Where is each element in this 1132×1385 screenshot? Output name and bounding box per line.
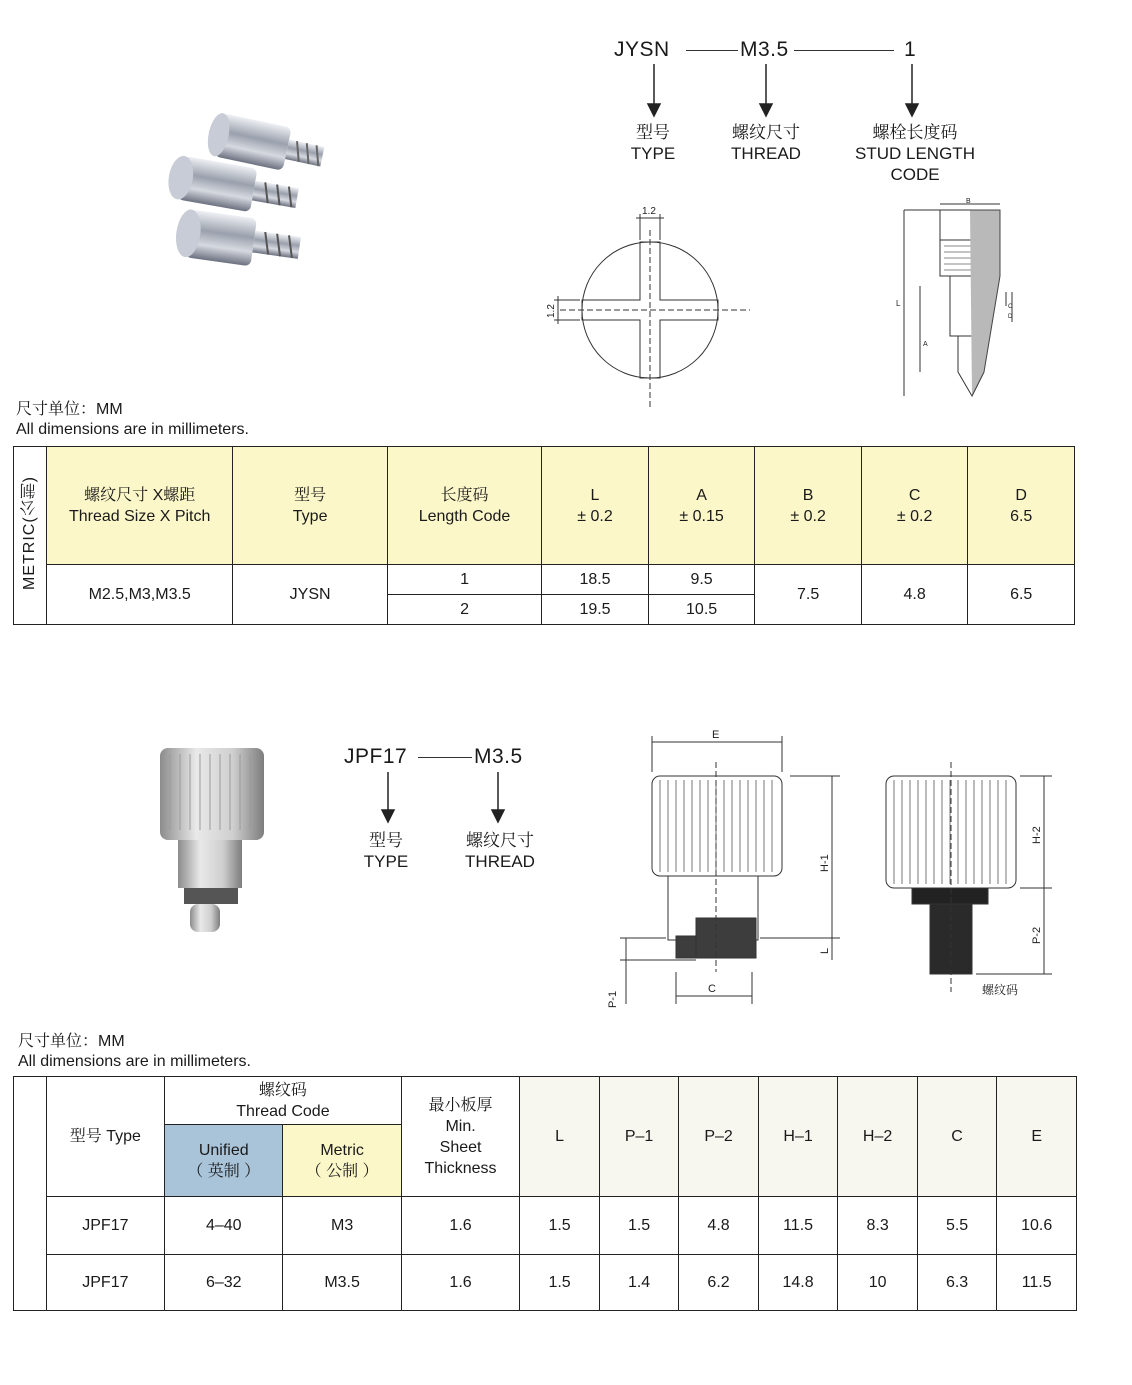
drawing-label-l: L [819, 947, 831, 954]
cell-h1: 14.8 [758, 1255, 838, 1311]
drawing-label-h1: H-1 [819, 854, 831, 872]
header-thread-size: 螺纹尺寸 X螺距 Thread Size X Pitch [46, 447, 233, 565]
code-connector-line [418, 757, 472, 758]
header-unified: Unified （ 英制 ） [165, 1125, 283, 1197]
label-stud-length-en2: CODE [890, 165, 940, 184]
header-c: C [917, 1077, 996, 1197]
header-c: C ± 0.2 [861, 447, 968, 565]
cell-p2: 6.2 [679, 1255, 758, 1311]
cell-a: 10.5 [648, 595, 755, 625]
cell-h1: 11.5 [758, 1197, 838, 1255]
drawing-label-p1: P-1 [607, 990, 619, 1008]
cell-e: 11.5 [997, 1255, 1077, 1311]
cell-l: 1.5 [520, 1197, 599, 1255]
header-type: 型号 Type [46, 1077, 164, 1197]
label-stud-length-en: STUD LENGTH [855, 144, 975, 163]
cell-p1: 1.4 [599, 1255, 678, 1311]
cell-b: 7.5 [755, 565, 862, 625]
drawing-label-h2: H-2 [1031, 826, 1043, 844]
cell-p1: 1.5 [599, 1197, 678, 1255]
svg-text:A: A [923, 341, 928, 348]
code-arrows [600, 62, 960, 118]
drawing-label-e: E [712, 729, 720, 741]
cell-a: 9.5 [648, 565, 755, 595]
label-stud-length-cn: 螺栓长度码 [872, 123, 958, 142]
cell-unified: 4–40 [165, 1197, 283, 1255]
label-thread-en: THREAD [731, 144, 801, 163]
label-thread [716, 122, 816, 164]
units-cn: 尺寸单位：MM [16, 401, 123, 418]
code-part-thread: M3.5 [740, 38, 789, 61]
jpf17-product-photo [150, 740, 280, 940]
label-type-cn: 型号 [636, 123, 670, 142]
code-part-type: JYSN [614, 38, 670, 61]
header-h1: H–1 [758, 1077, 838, 1197]
header-p2: P–2 [679, 1077, 758, 1197]
header-a: A ± 0.15 [648, 447, 755, 565]
header-d: D 6.5 [968, 447, 1075, 565]
label-type [613, 122, 693, 164]
header-thread-code: 螺纹码 Thread Code [165, 1077, 402, 1125]
cell-h2: 10 [838, 1255, 917, 1311]
jysn-product-photo [150, 110, 350, 290]
drawing-label-thread-code: 螺纹码 [982, 983, 1019, 997]
label-stud-length [842, 122, 988, 185]
header-l: L ± 0.2 [542, 447, 649, 565]
cell-l: 18.5 [542, 565, 649, 595]
cell-type: JYSN [233, 565, 387, 625]
cell-h2: 8.3 [838, 1197, 917, 1255]
header-l: L [520, 1077, 599, 1197]
metric-side-label: METRIC(公制) [21, 475, 39, 590]
header-p1: P–1 [599, 1077, 678, 1197]
cell-min-sheet: 1.6 [401, 1255, 520, 1311]
units-en: All dimensions are in millimeters. [18, 1053, 251, 1070]
jpf17-drawings [600, 722, 1060, 1012]
units-cn: 尺寸单位：MM [18, 1033, 125, 1050]
header-metric: Metric （ 公制 ） [283, 1125, 401, 1197]
cell-metric: M3.5 [283, 1255, 401, 1311]
cell-type: JPF17 [46, 1197, 164, 1255]
drawing-label-c: C [708, 983, 716, 995]
stud-section-drawing [860, 196, 1020, 412]
cell-l: 1.5 [520, 1255, 599, 1311]
label-type-en: TYPE [363, 852, 409, 871]
header-type: 型号 Type [233, 447, 387, 565]
code-part-length: 1 [904, 38, 917, 61]
code-connector-line [686, 50, 738, 51]
header-h2: H–2 [838, 1077, 917, 1197]
cross-recess-drawing [540, 200, 755, 415]
code-part-thread: M3.5 [474, 745, 523, 768]
drawing-label-p2: P-2 [1031, 926, 1043, 944]
header-length-code: 长度码 Length Code [387, 447, 541, 565]
units-note-bottom [18, 1032, 251, 1072]
label-type-en: TYPE [630, 144, 676, 163]
cell-metric: M3 [283, 1197, 401, 1255]
code-arrows [360, 770, 530, 826]
label-thread-en: THREAD [465, 852, 535, 871]
svg-text:C: C [1008, 304, 1013, 310]
svg-text:L: L [896, 299, 901, 308]
svg-text:D: D [1008, 314, 1013, 320]
header-min-sheet: 最小板厚 Min. Sheet Thickness [401, 1077, 520, 1197]
cell-length-code: 1 [387, 565, 541, 595]
label-thread-cn: 螺纹尺寸 [732, 123, 800, 142]
dim-label-height: 1.2 [546, 304, 557, 318]
label-type [346, 830, 426, 872]
label-thread-cn: 螺纹尺寸 [466, 831, 534, 850]
cell-length-code: 2 [387, 595, 541, 625]
header-b: B ± 0.2 [755, 447, 862, 565]
header-e: E [997, 1077, 1077, 1197]
cell-type: JPF17 [46, 1255, 164, 1311]
jysn-spec-table [13, 446, 1075, 625]
cell-c: 6.3 [917, 1255, 996, 1311]
label-type-cn: 型号 [369, 831, 403, 850]
side-blank-cell [14, 1077, 47, 1311]
cell-l: 19.5 [542, 595, 649, 625]
units-en: All dimensions are in millimeters. [16, 421, 249, 438]
label-thread [450, 830, 550, 872]
metric-side-cell [14, 447, 47, 625]
cell-d: 6.5 [968, 565, 1075, 625]
cell-e: 10.6 [997, 1197, 1077, 1255]
cell-p2: 4.8 [679, 1197, 758, 1255]
cell-thread-size: M2.5,M3,M3.5 [46, 565, 233, 625]
cell-unified: 6–32 [165, 1255, 283, 1311]
cell-c: 5.5 [917, 1197, 996, 1255]
svg-text:B: B [966, 198, 971, 205]
cell-min-sheet: 1.6 [401, 1197, 520, 1255]
code-connector-line [794, 50, 894, 51]
units-note-top [16, 400, 249, 440]
cell-c: 4.8 [861, 565, 968, 625]
dim-label-width: 1.2 [642, 206, 656, 217]
jpf17-spec-table [13, 1076, 1077, 1311]
code-part-type: JPF17 [344, 745, 408, 768]
